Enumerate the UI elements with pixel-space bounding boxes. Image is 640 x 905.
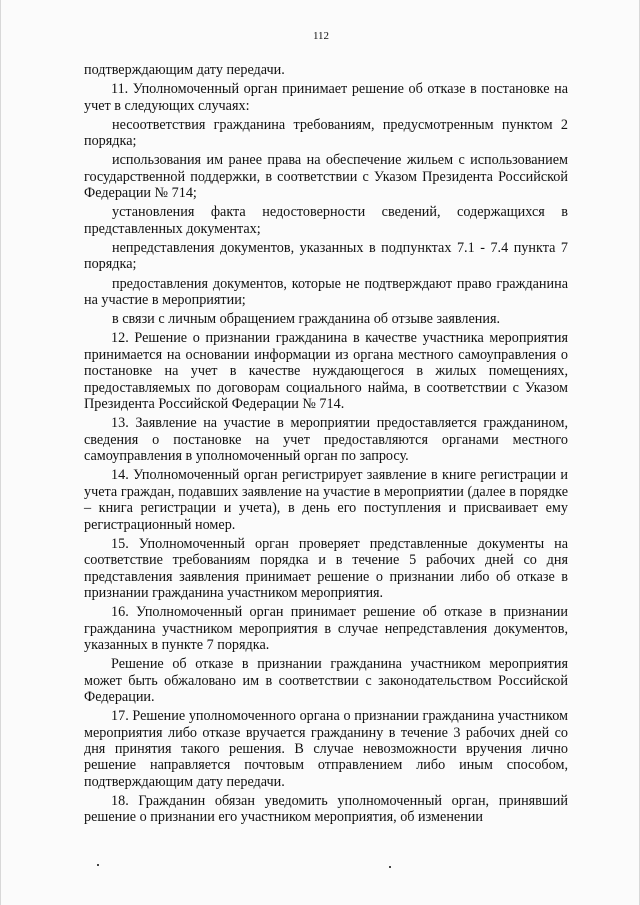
list-item: использования им ранее права на обеспечение жильем с использованием государственной поддержки, в соответствии с Указом Президента Российской Федерации № 714;	[84, 152, 568, 202]
scan-speck	[97, 864, 99, 866]
list-item: предоставления документов, которые не подтверждают право гражданина на участие в мероприятии;	[84, 275, 568, 309]
paragraph-item-14: 14. Уполномоченный орган регистрирует заявление в книге регистрации и учета граждан, подавших заявление на участие в мероприятии (далее в порядке – книга регистрации и учета), в день его поступления и присваивает ему регистрационный номер.	[84, 467, 568, 533]
paragraph-item-17: 17. Решение уполномоченного органа о признании гражданина участником мероприятия либо отказе вручается гражданину в течение 3 рабочих дней со дня принятия такого решения. В случае невозможности вручения лично решение направляется почтовым отправлением либо иным способом, подтверждающим дату передачи.	[84, 708, 568, 790]
list-item: непредставления документов, указанных в подпунктах 7.1 - 7.4 пункта 7 порядка;	[84, 240, 568, 273]
paragraph-appeal: Решение об отказе в признании гражданина участником мероприятия может быть обжаловано им в соответствии с законодательством Российской Федерации.	[84, 656, 568, 705]
list-item: установления факта недостоверности сведений, содержащихся в представленных документах;	[84, 204, 568, 237]
paragraph-item-18: 18. Гражданин обязан уведомить уполномоченный орган, принявший решение о признании его участником мероприятия, об изменении	[84, 793, 568, 826]
page-number: 112	[312, 30, 330, 42]
paragraph-item-11: 11. Уполномоченный орган принимает решение об отказе в постановке на учет в следующих случаях:	[84, 81, 568, 114]
document-body	[84, 62, 568, 829]
paragraph-item-15: 15. Уполномоченный орган проверяет представленные документы на соответствие требованиям порядка и в течение 5 рабочих дней со дня представления заявления принимает решение о признании либо об отказе в признании гражданина участником мероприятия.	[84, 535, 568, 601]
list-item: в связи с личным обращением гражданина об отзыве заявления.	[112, 311, 501, 328]
list-item: несоответствия гражданина требованиям, предусмотренным пунктом 2 порядка;	[84, 116, 568, 150]
paragraph-item-12: 12. Решение о признании гражданина в качестве участника мероприятия принимается на основании информации из органа местного самоуправления о постановке на учет в качестве нуждающегося в жилых помещениях, предоставляемых по договорам социального найма, в соответствии с Указом Президента Российской Федерации № 714.	[84, 330, 568, 413]
scan-speck	[389, 866, 391, 868]
paragraph-item-13: 13. Заявление на участие в мероприятии предоставляется гражданином, сведения о постановке на учет предоставляются органами местного самоуправления в уполномоченный орган по запросу.	[84, 415, 568, 465]
paragraph-item-16: 16. Уполномоченный орган принимает решение об отказе в признании гражданина участником мероприятия в случае непредставления документов, указанных в пункте 7 порядка.	[84, 604, 568, 653]
paragraph-continuation: подтверждающим дату передачи.	[84, 62, 285, 78]
